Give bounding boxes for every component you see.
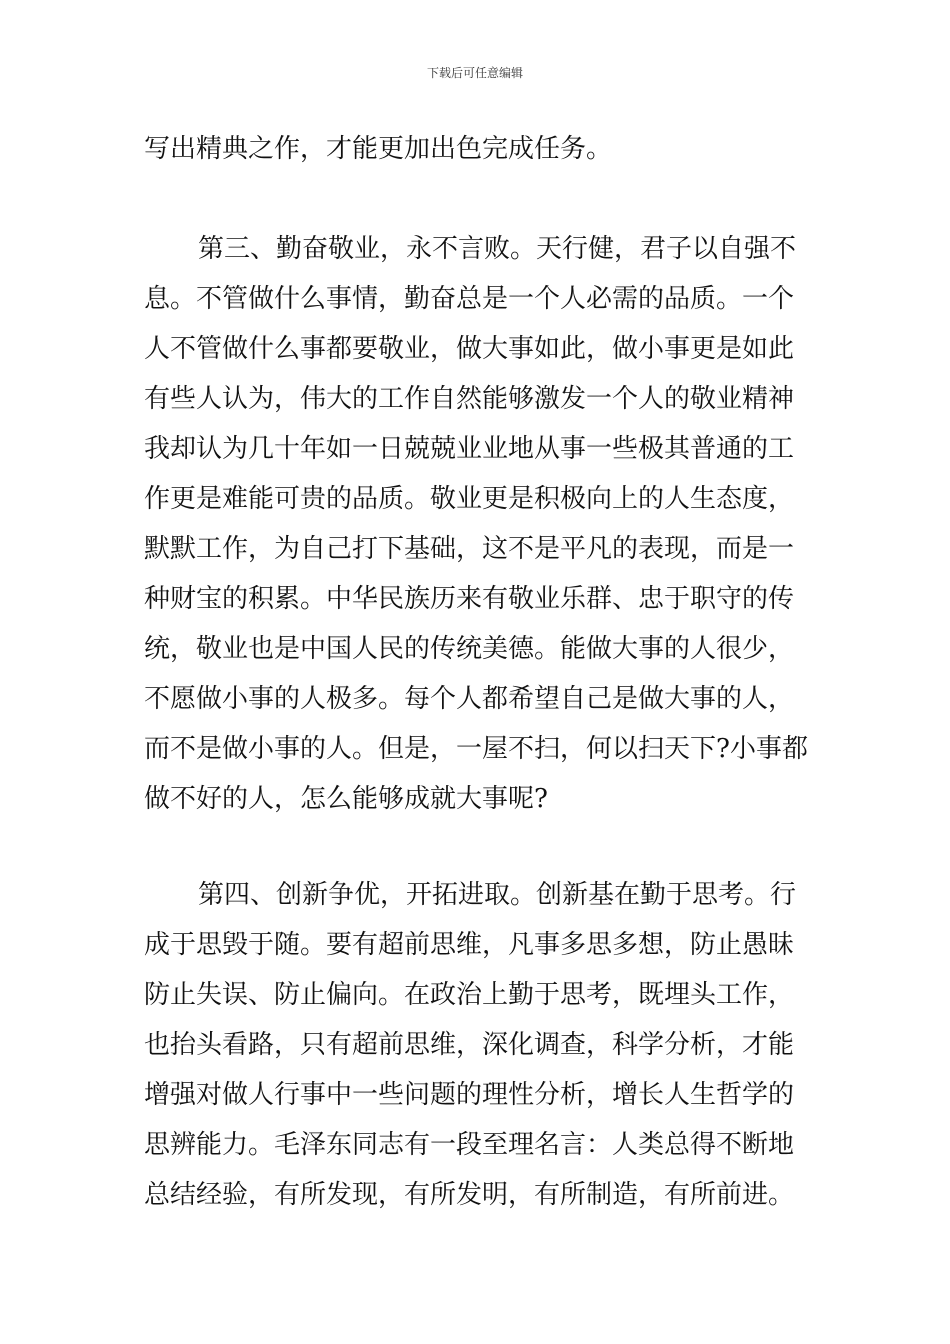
text-line: 防止失误、防止偏向。在政治上勤于思考，既埋头工作， bbox=[144, 980, 795, 1010]
text-line: 增强对做人行事中一些问题的理性分析，增长人生哲学的 bbox=[144, 1080, 795, 1110]
text-line: 成于思毁于随。要有超前思维，凡事多思多想，防止愚昧 bbox=[144, 930, 795, 960]
text-line: 做不好的人，怎么能够成就大事呢? bbox=[144, 784, 548, 814]
text-line: 总结经验，有所发现，有所发明，有所制造，有所前进。 bbox=[144, 1180, 795, 1210]
text-line: 不愿做小事的人极多。每个人都希望自己是做大事的人， bbox=[144, 684, 795, 714]
text-line: 有些人认为，伟大的工作自然能够激发一个人的敬业精神 bbox=[144, 384, 795, 414]
text-line: 人不管做什么事都要敬业，做大事如此，做小事更是如此 bbox=[144, 334, 795, 364]
text-line: 也抬头看路，只有超前思维，深化调查，科学分析，才能 bbox=[144, 1030, 795, 1060]
text-line: 而不是做小事的人。但是，一屋不扫，何以扫天下?小事都 bbox=[144, 734, 808, 764]
page-header: 下载后可任意编辑 bbox=[426, 66, 523, 80]
text-line: 息。不管做什么事情，勤奋总是一个人必需的品质。一个 bbox=[144, 284, 795, 314]
text-line: 种财宝的积累。中华民族历来有敬业乐群、忠于职守的传 bbox=[144, 584, 795, 614]
paragraph-first-line: 第四、创新争优，开拓进取。创新基在勤于思考。行 bbox=[198, 880, 797, 910]
text-line: 思辨能力。毛泽东同志有一段至理名言：人类总得不断地 bbox=[144, 1130, 795, 1160]
text-line: 写出精典之作，才能更加出色完成任务。 bbox=[144, 134, 613, 164]
text-line: 统，敬业也是中国人民的传统美德。能做大事的人很少， bbox=[144, 634, 795, 664]
text-line: 作更是难能可贵的品质。敬业更是积极向上的人生态度， bbox=[144, 484, 795, 514]
paragraph-first-line: 第三、勤奋敬业，永不言败。天行健，君子以自强不 bbox=[198, 234, 797, 264]
text-line: 我却认为几十年如一日兢兢业业地从事一些极其普通的工 bbox=[144, 434, 795, 464]
text-line: 默默工作，为自己打下基础，这不是平凡的表现，而是一 bbox=[144, 534, 795, 564]
